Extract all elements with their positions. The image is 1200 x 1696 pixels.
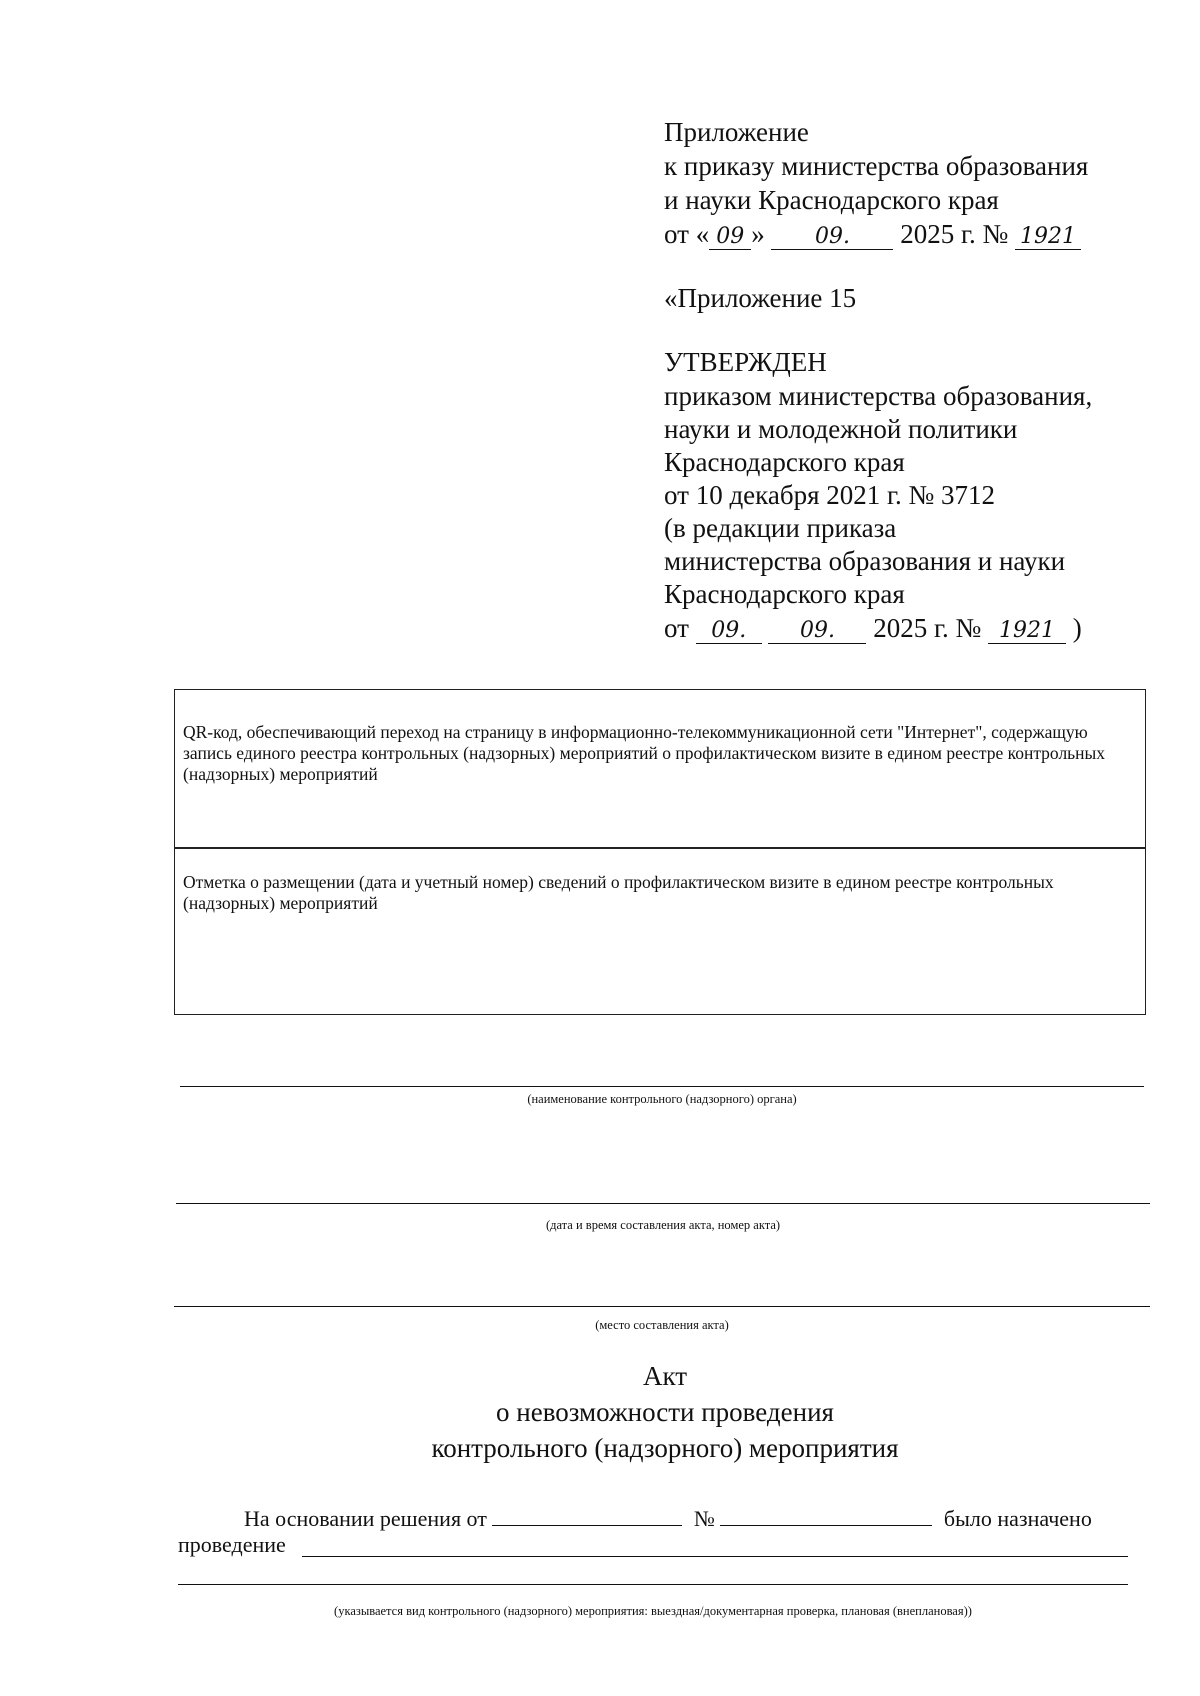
act-title: Акт [642,1361,688,1391]
prior-order-number: 1921 [988,619,1066,644]
prior-closing-paren: ) [1072,613,1082,643]
place-caption: (место составления акта) [595,1318,729,1332]
event-type-caption: (указывается вид контрольного (надзорного) мероприятия: выездная/документарная проверка, плановая (внеплановая)) [334,1604,972,1618]
basis-line [244,1503,1092,1533]
prior-date-day: 09. [696,619,762,644]
datetime-caption: (дата и время составления акта, номер акта) [545,1218,781,1232]
appendix-date-month: 09. [771,225,893,250]
prior-date-month: 09. [768,619,866,644]
authority-line [180,1086,1144,1087]
approved-line: от 10 декабря 2021 г. № 3712 [664,480,996,510]
prior-date-line [664,612,1082,645]
appendix-line-order: к приказу министерства образования [664,151,1089,181]
appendix-date-year: 2025 г. № [900,219,1009,249]
authority-caption: (наименование контрольного (надзорного) органа) [527,1092,797,1106]
approved-line: науки и молодежной политики [664,414,1018,444]
appendix-line-ministry: и науки Краснодарского края [664,185,999,215]
approved-line: министерства образования и науки [664,546,1066,576]
decision-number-blank [720,1503,932,1526]
approved-heading: УТВЕРЖДЕН [664,347,827,377]
qr-code-box-text: QR-код, обеспечивающий переход на страницу в информационно-телекоммуникационной сети "Интернет", содержащую запись единого реестра контрольных (надзорных) мероприятий о профилактическом визите в едином реестре контрольных (надзорных) мероприятий [183,722,1106,784]
assigned-text: было назначено [943,1506,1092,1531]
conduct-line [178,1531,286,1559]
act-subtitle-line1: о невозможности проведения [496,1397,834,1427]
appendix-title: Приложение [664,117,809,147]
appendix-order-number: 1921 [1015,225,1081,250]
approved-line: Краснодарского края [664,579,905,609]
basis-text: На основании решения от [244,1506,487,1531]
conduct-text: проведение [178,1532,286,1557]
qr-code-box [174,689,1146,849]
registry-mark-box [174,847,1146,1015]
appendix-date-day: 09 [709,225,751,250]
event-type-line-1 [302,1556,1128,1557]
place-line [174,1306,1150,1307]
appendix-date-line [664,218,1081,251]
decision-date-blank [492,1503,682,1526]
appendix-date-mid: » [751,219,765,249]
act-subtitle-line2: контрольного (надзорного) мероприятия [431,1433,899,1463]
prior-appendix-label: «Приложение 15 [664,283,857,313]
appendix-date-prefix: от « [664,219,710,249]
number-sign: № [693,1506,715,1531]
approved-line: приказом министерства образования, [664,381,1093,411]
approved-line: (в редакции приказа [664,513,897,543]
event-type-line-2 [178,1584,1128,1585]
prior-date-prefix: от [664,613,689,643]
approved-line: Краснодарского края [664,447,905,477]
prior-date-year: 2025 г. № [873,613,982,643]
registry-mark-box-text: Отметка о размещении (дата и учетный номер) сведений о профилактическом визите в едином реестре контрольных (надзорных) мероприятий [183,872,1054,913]
datetime-line [176,1203,1150,1204]
